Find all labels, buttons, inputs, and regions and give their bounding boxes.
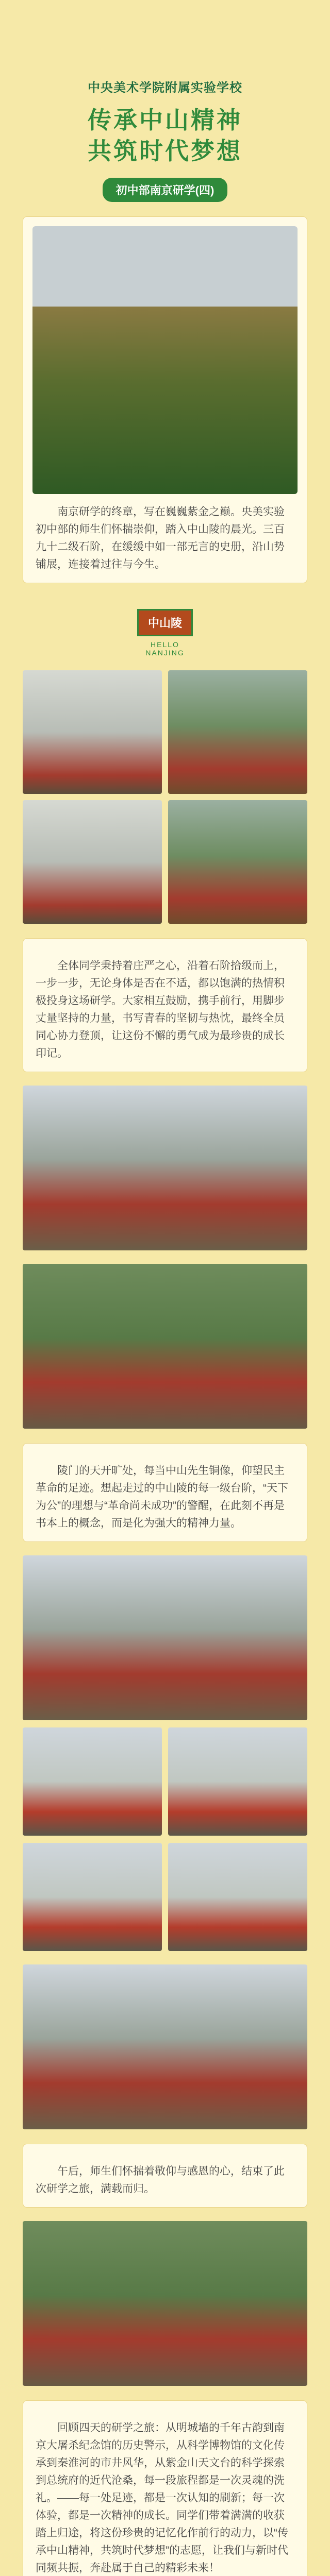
photo-tile <box>23 1727 162 1836</box>
section-tag-en: HELLO NANJING <box>145 640 185 657</box>
school-name: 中央美术学院附属实验学校 <box>88 81 242 95</box>
photo-row <box>23 1843 307 1951</box>
photo-tile <box>168 670 307 794</box>
sky-area <box>32 226 298 307</box>
text-card-1 <box>23 938 307 1072</box>
photo-tile <box>23 670 162 794</box>
body-paragraph-3: 午后，师生们怀揣着敬仰与感恩的心，结束了此次研学之旅，满载而归。 <box>36 2165 285 2195</box>
body-paragraph-1: 全体同学秉持着庄严之心，沿着石阶拾级而上，一步一步，无论身体是否在不适，都以饱满的热情积极投身这场研学。大家相互鼓励，携手前行，用脚步丈量坚持的力量，书写青春的坚韧与热忱，最终全员同心协力登顶，让这份不懈的勇气成为最珍贵的成长印记。 <box>36 960 285 1059</box>
photo-tile <box>23 800 162 924</box>
photo-row <box>23 1727 307 1836</box>
section-divider <box>137 609 193 657</box>
title-line-1: 传承中山精神 <box>88 107 242 133</box>
text-card-3 <box>23 2144 307 2208</box>
intro-paragraph: 南京研学的终章，写在巍巍紫金之巅。央美实验初中部的师生们怀揣崇仰，踏入中山陵的晨光。三百九十二级石阶，在缓缓中如一部无言的史册，沿山势铺展，连接着过往与今生。 <box>36 506 285 570</box>
group-photo-forest <box>23 1264 307 1429</box>
intro-card <box>23 216 307 583</box>
group-photo-hall <box>23 1964 307 2129</box>
mausoleum-aerial-photo <box>32 226 298 494</box>
forest-area <box>32 307 298 494</box>
section-tag: 中山陵 <box>137 609 193 636</box>
article-title <box>0 105 330 166</box>
title-line-2: 共筑时代梦想 <box>88 138 242 164</box>
subtitle-badge: 初中部南京研学(四) <box>103 178 228 202</box>
summary-paragraph: 回顾四天的研学之旅：从明城墙的千年古韵到南京大屠杀纪念馆的历史警示，从科学博物馆的文化传承到秦淮河的市井风华，从紫金山天文台的科学探索到总统府的近代沧桑，每一段旅程都是一次灵魂的洗礼。——每一处足迹，都是一次认知的刷新；每一次体验，都是一次精神的成长。同学们带着满满的收获踏上归途，将这份珍贵的记忆化作前行的动力，以“传承中山精神，共筑时代梦想”的志愿，让我们与新时代同频共振，奔赴属于自己的精彩未来！ <box>36 2422 288 2574</box>
photo-tile <box>23 1843 162 1951</box>
photo-grid-top <box>23 670 307 924</box>
summary-card <box>23 2400 307 2576</box>
body-paragraph-2: 陵门的天开旷处，每当中山先生铜像，仰望民主革命的足迹。想起走过的中山陵的每一级台阶，“天下为公”的理想与“革命尚未成功”的警醒，在此刻不再是书本上的概念，而是化为强大的精神力量。 <box>36 1465 288 1529</box>
photo-tile <box>168 1843 307 1951</box>
article-header <box>0 0 330 202</box>
photo-tile <box>168 800 307 924</box>
group-photo-stairs <box>23 1086 307 1250</box>
text-card-2 <box>23 1443 307 1542</box>
group-photo-gate <box>23 1555 307 1720</box>
group-photo-final <box>23 2221 307 2386</box>
photo-tile <box>168 1727 307 1836</box>
